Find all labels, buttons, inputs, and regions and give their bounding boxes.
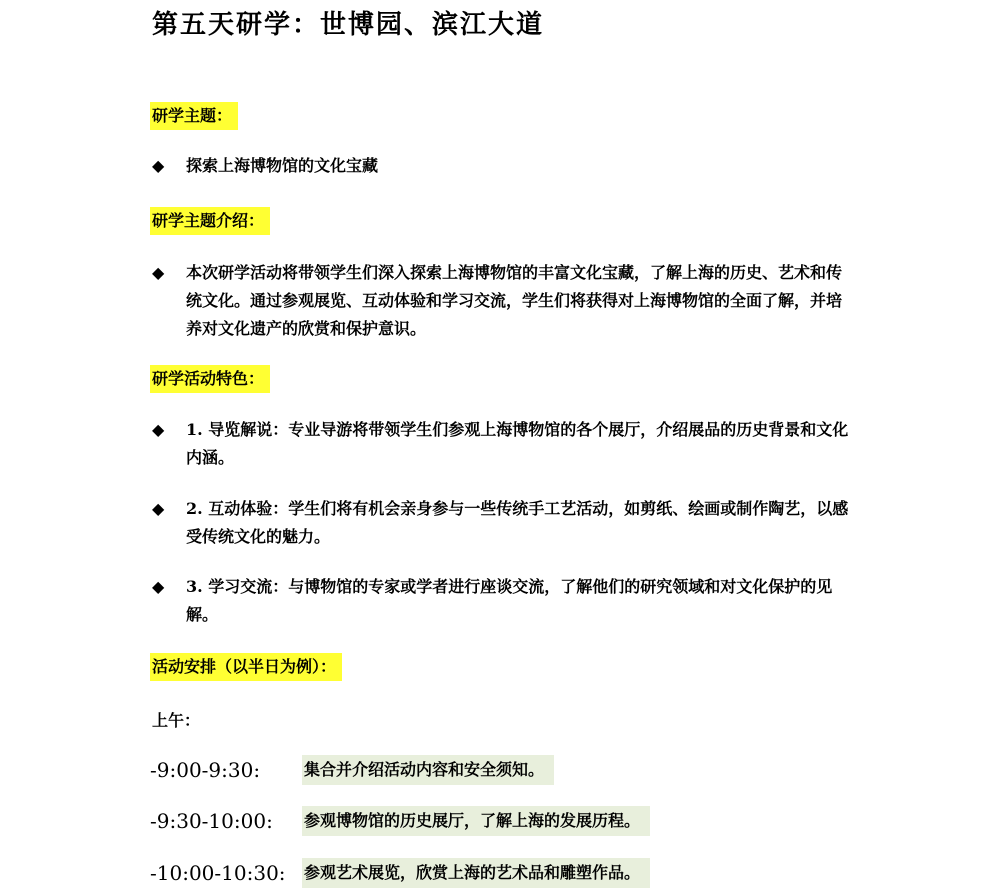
morning-label: 上午： [152, 711, 201, 730]
diamond-bullet-icon: ◆ [152, 263, 165, 282]
feature-text: 3. 学习交流：与博物馆的专家或学者进行座谈交流，了解他们的研究领域和对文化保护的见解。 [186, 577, 833, 624]
theme-item [152, 152, 852, 180]
schedule-time: -9:30-10:00: [150, 809, 273, 833]
schedule-activity: 集合并介绍活动内容和安全须知。 [302, 755, 554, 785]
theme-heading: 研学主题： [150, 102, 238, 130]
schedule-activity: 参观艺术展览，欣赏上海的艺术品和雕塑作品。 [302, 858, 650, 888]
schedule-row [150, 755, 554, 785]
diamond-bullet-icon: ◆ [152, 156, 165, 175]
schedule-activity: 参观博物馆的历史展厅，了解上海的发展历程。 [302, 806, 650, 836]
theme-item-text: 探索上海博物馆的文化宝藏 [186, 156, 379, 175]
feature-item [152, 495, 852, 551]
feature-item [152, 416, 852, 472]
diamond-bullet-icon: ◆ [152, 577, 165, 596]
feature-text: 1. 导览解说：专业导游将带领学生们参观上海博物馆的各个展厅，介绍展品的历史背景和文化内涵。 [186, 420, 849, 467]
feature-item [152, 573, 852, 629]
intro-item [152, 259, 852, 343]
schedule-time: -10:00-10:30: [150, 861, 286, 885]
schedule-row [150, 858, 650, 888]
intro-heading: 研学主题介绍： [150, 207, 270, 235]
schedule-heading: 活动安排（以半日为例）： [150, 653, 342, 681]
diamond-bullet-icon: ◆ [152, 499, 165, 518]
schedule-row [150, 806, 650, 836]
diamond-bullet-icon: ◆ [152, 420, 165, 439]
features-heading: 研学活动特色： [150, 365, 270, 393]
intro-text: 本次研学活动将带领学生们深入探索上海博物馆的丰富文化宝藏，了解上海的历史、艺术和传统文化。通过参观展览、互动体验和学习交流，学生们将获得对上海博物馆的全面了解，并培养对文化遗产的欣赏和保护意识。 [186, 263, 843, 338]
schedule-time: -9:00-9:30: [150, 758, 261, 782]
feature-text: 2. 互动体验：学生们将有机会亲身参与一些传统手工艺活动，如剪纸、绘画或制作陶艺，以感受传统文化的魅力。 [186, 499, 849, 546]
page-title: 第五天研学：世博园、滨江大道 [152, 10, 545, 40]
